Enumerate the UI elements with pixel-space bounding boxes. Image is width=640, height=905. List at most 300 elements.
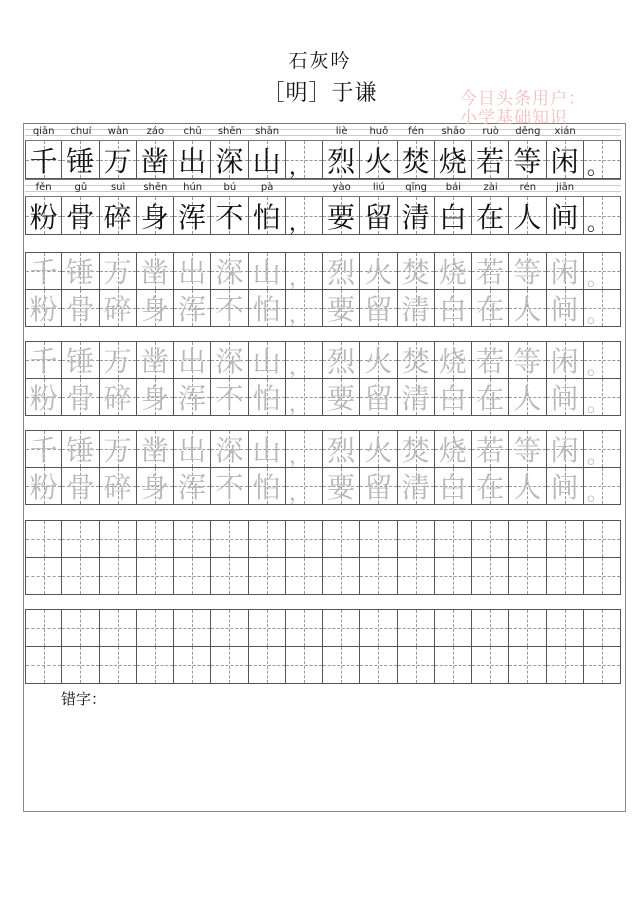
writing-cell[interactable]	[509, 379, 546, 417]
writing-cell[interactable]	[323, 141, 360, 179]
writing-cell[interactable]	[584, 290, 621, 328]
writing-cell[interactable]	[509, 341, 546, 379]
character: 怕	[252, 381, 281, 415]
character: 间	[550, 292, 579, 326]
empty-writing-cell[interactable]	[584, 609, 621, 647]
writing-cell[interactable]	[62, 197, 99, 235]
character: 人	[513, 381, 542, 415]
punctuation: ，	[288, 481, 311, 507]
writing-cell[interactable]	[174, 197, 211, 235]
character: 若	[476, 144, 505, 178]
writing-cell[interactable]	[211, 141, 248, 179]
writing-cell[interactable]	[472, 468, 509, 506]
writing-cell[interactable]	[323, 290, 360, 328]
empty-writing-cell[interactable]	[360, 647, 397, 685]
writing-cell[interactable]	[360, 141, 397, 179]
character: 白	[438, 292, 467, 326]
writing-cell[interactable]	[398, 290, 435, 328]
writing-cell[interactable]	[25, 430, 62, 468]
writing-cell[interactable]	[100, 141, 137, 179]
watermark	[460, 90, 586, 128]
writing-cell[interactable]	[509, 197, 546, 235]
writing-cell[interactable]	[547, 290, 584, 328]
empty-writing-cell[interactable]	[174, 647, 211, 685]
writing-cell[interactable]	[137, 141, 174, 179]
writing-cell[interactable]	[174, 290, 211, 328]
pinyin-label: zài	[483, 182, 498, 193]
writing-cell[interactable]	[211, 430, 248, 468]
writing-cell[interactable]	[286, 290, 323, 328]
writing-cell[interactable]	[249, 252, 286, 290]
pinyin-label: ruò	[482, 126, 499, 137]
writing-cell[interactable]	[25, 468, 62, 506]
writing-cell[interactable]	[323, 341, 360, 379]
writing-cell[interactable]	[360, 197, 397, 235]
empty-writing-cell[interactable]	[547, 520, 584, 558]
character: 火	[364, 433, 393, 467]
character: 等	[513, 144, 542, 178]
empty-writing-cell[interactable]	[472, 558, 509, 596]
character: 千	[29, 144, 58, 178]
writing-cell[interactable]	[100, 430, 137, 468]
writing-cell[interactable]	[398, 141, 435, 179]
empty-writing-cell[interactable]	[62, 647, 99, 685]
character: 等	[513, 255, 542, 289]
pinyin-label: gǔ	[74, 182, 88, 193]
writing-cell[interactable]	[323, 252, 360, 290]
empty-writing-cell[interactable]	[211, 647, 248, 685]
writing-cell[interactable]	[360, 430, 397, 468]
empty-writing-cell[interactable]	[472, 609, 509, 647]
character: 骨	[66, 292, 95, 326]
character: 身	[140, 292, 169, 326]
writing-cell[interactable]	[584, 197, 621, 235]
writing-cell[interactable]	[584, 141, 621, 179]
writing-cell[interactable]	[323, 197, 360, 235]
empty-writing-cell[interactable]	[547, 609, 584, 647]
empty-writing-cell[interactable]	[286, 647, 323, 685]
pinyin-label: shēn	[143, 182, 168, 193]
empty-writing-cell[interactable]	[25, 558, 62, 596]
character: 不	[215, 200, 244, 234]
writing-cell[interactable]	[435, 290, 472, 328]
character: 怕	[252, 292, 281, 326]
writing-cell[interactable]	[286, 141, 323, 179]
character: 要	[327, 381, 356, 415]
empty-writing-cell[interactable]	[323, 647, 360, 685]
character: 火	[364, 144, 393, 178]
writing-cell[interactable]	[435, 197, 472, 235]
pinyin-label: yào	[332, 182, 351, 193]
empty-writing-cell[interactable]	[137, 609, 174, 647]
empty-writing-cell[interactable]	[398, 647, 435, 685]
empty-writing-cell[interactable]	[584, 520, 621, 558]
writing-cell[interactable]	[509, 141, 546, 179]
empty-writing-cell[interactable]	[547, 558, 584, 596]
empty-writing-cell[interactable]	[286, 558, 323, 596]
character: 山	[252, 144, 281, 178]
empty-writing-cell[interactable]	[286, 520, 323, 558]
writing-cell[interactable]	[360, 252, 397, 290]
character: 万	[103, 144, 132, 178]
character: 火	[364, 344, 393, 378]
writing-cell[interactable]	[249, 341, 286, 379]
empty-writing-cell[interactable]	[323, 558, 360, 596]
character: 凿	[140, 344, 169, 378]
writing-cell[interactable]	[286, 430, 323, 468]
writing-cell[interactable]	[360, 468, 397, 506]
writing-cell[interactable]	[174, 252, 211, 290]
character: 若	[476, 433, 505, 467]
writing-cell[interactable]	[435, 430, 472, 468]
writing-cell[interactable]	[398, 430, 435, 468]
character-row	[25, 341, 621, 379]
character: 要	[327, 292, 356, 326]
pinyin-label: wàn	[107, 126, 129, 137]
character: 千	[29, 433, 58, 467]
writing-cell[interactable]	[25, 290, 62, 328]
empty-writing-cell[interactable]	[137, 647, 174, 685]
writing-cell[interactable]	[547, 430, 584, 468]
writing-cell[interactable]	[435, 379, 472, 417]
writing-cell[interactable]	[472, 141, 509, 179]
writing-cell[interactable]	[509, 468, 546, 506]
writing-cell[interactable]	[249, 197, 286, 235]
writing-cell[interactable]	[137, 468, 174, 506]
empty-writing-cell[interactable]	[100, 609, 137, 647]
empty-writing-cell[interactable]	[62, 609, 99, 647]
writing-cell[interactable]	[100, 468, 137, 506]
writing-cell[interactable]	[62, 430, 99, 468]
watermark-line-2: 小学基础知识	[460, 108, 568, 128]
writing-cell[interactable]	[62, 379, 99, 417]
empty-writing-cell[interactable]	[174, 609, 211, 647]
writing-cell[interactable]	[100, 341, 137, 379]
character: 锤	[66, 433, 95, 467]
empty-writing-cell[interactable]	[435, 558, 472, 596]
character: 出	[178, 344, 207, 378]
character: 若	[476, 344, 505, 378]
writing-cell[interactable]	[174, 468, 211, 506]
writing-cell[interactable]	[360, 341, 397, 379]
writing-cell[interactable]	[472, 341, 509, 379]
character: 碎	[103, 381, 132, 415]
trace-section	[25, 430, 621, 505]
empty-writing-cell[interactable]	[25, 520, 62, 558]
character: 闲	[550, 433, 579, 467]
writing-cell[interactable]	[249, 379, 286, 417]
empty-writing-cell[interactable]	[211, 520, 248, 558]
empty-writing-cell[interactable]	[360, 520, 397, 558]
writing-cell[interactable]	[174, 341, 211, 379]
writing-cell[interactable]	[211, 290, 248, 328]
writing-cell[interactable]	[584, 379, 621, 417]
character: 不	[215, 470, 244, 504]
writing-cell[interactable]	[25, 141, 62, 179]
empty-writing-cell[interactable]	[398, 558, 435, 596]
writing-cell[interactable]	[323, 430, 360, 468]
empty-writing-cell[interactable]	[174, 520, 211, 558]
writing-cell[interactable]	[211, 341, 248, 379]
character: 留	[364, 292, 393, 326]
empty-writing-cell[interactable]	[323, 520, 360, 558]
empty-writing-cell[interactable]	[509, 647, 546, 685]
writing-cell[interactable]	[174, 430, 211, 468]
blank-practice-section	[25, 520, 621, 595]
empty-writing-cell[interactable]	[472, 520, 509, 558]
writing-cell[interactable]	[25, 379, 62, 417]
character: 不	[215, 381, 244, 415]
writing-cell[interactable]	[547, 252, 584, 290]
empty-writing-cell[interactable]	[62, 558, 99, 596]
character-row	[25, 609, 621, 647]
writing-cell[interactable]	[435, 468, 472, 506]
empty-writing-cell[interactable]	[249, 647, 286, 685]
character: 间	[550, 200, 579, 234]
writing-cell[interactable]	[547, 341, 584, 379]
empty-writing-cell[interactable]	[323, 609, 360, 647]
pinyin-label: jiān	[556, 182, 575, 193]
writing-cell[interactable]	[584, 341, 621, 379]
character: 山	[252, 344, 281, 378]
writing-cell[interactable]	[25, 341, 62, 379]
character-row	[25, 558, 621, 596]
writing-cell[interactable]	[509, 290, 546, 328]
writing-cell[interactable]	[398, 197, 435, 235]
writing-cell[interactable]	[62, 141, 99, 179]
character: 粉	[29, 292, 58, 326]
writing-cell[interactable]	[472, 290, 509, 328]
character: 烈	[327, 433, 356, 467]
writing-cell[interactable]	[472, 379, 509, 417]
character: 闲	[550, 255, 579, 289]
writing-cell[interactable]	[286, 197, 323, 235]
character: 若	[476, 255, 505, 289]
character: 焚	[401, 344, 430, 378]
pinyin-label: suì	[110, 182, 126, 193]
writing-cell[interactable]	[211, 468, 248, 506]
pinyin-label: qiān	[32, 126, 55, 137]
writing-cell[interactable]	[584, 252, 621, 290]
character: 等	[513, 433, 542, 467]
character: 出	[178, 255, 207, 289]
empty-writing-cell[interactable]	[398, 609, 435, 647]
writing-cell[interactable]	[584, 468, 621, 506]
writing-cell[interactable]	[435, 141, 472, 179]
character: 人	[513, 200, 542, 234]
writing-cell[interactable]	[249, 290, 286, 328]
writing-cell[interactable]	[398, 468, 435, 506]
character: 在	[476, 200, 505, 234]
writing-cell[interactable]	[100, 197, 137, 235]
character: 焚	[401, 144, 430, 178]
empty-writing-cell[interactable]	[472, 647, 509, 685]
character-row	[25, 647, 621, 685]
character-row	[25, 379, 621, 417]
punctuation: 。	[586, 392, 609, 418]
character: 身	[140, 381, 169, 415]
character: 浑	[178, 381, 207, 415]
character: 清	[401, 381, 430, 415]
writing-cell[interactable]	[249, 468, 286, 506]
writing-cell[interactable]	[286, 379, 323, 417]
punctuation: 。	[586, 481, 609, 507]
character: 骨	[66, 470, 95, 504]
empty-writing-cell[interactable]	[249, 520, 286, 558]
writing-cell[interactable]	[286, 252, 323, 290]
empty-writing-cell[interactable]	[584, 558, 621, 596]
writing-cell[interactable]	[62, 252, 99, 290]
character: 山	[252, 433, 281, 467]
punctuation: 。	[586, 211, 609, 236]
character: 浑	[178, 470, 207, 504]
empty-writing-cell[interactable]	[137, 558, 174, 596]
character: 烈	[327, 255, 356, 289]
writing-cell[interactable]	[398, 341, 435, 379]
empty-writing-cell[interactable]	[249, 609, 286, 647]
character: 焚	[401, 433, 430, 467]
pinyin-label	[286, 180, 323, 196]
empty-writing-cell[interactable]	[249, 558, 286, 596]
empty-writing-cell[interactable]	[25, 647, 62, 685]
writing-cell[interactable]	[547, 468, 584, 506]
writing-cell[interactable]	[547, 141, 584, 179]
writing-cell[interactable]	[137, 430, 174, 468]
character: 怕	[252, 200, 281, 234]
writing-cell[interactable]	[398, 379, 435, 417]
pinyin-label: liú	[372, 182, 385, 193]
writing-cell[interactable]	[547, 197, 584, 235]
punctuation: ，	[288, 211, 311, 236]
writing-cell[interactable]	[137, 197, 174, 235]
writing-cell[interactable]	[25, 252, 62, 290]
pinyin-label: xián	[554, 126, 576, 137]
writing-cell[interactable]	[472, 197, 509, 235]
writing-cell[interactable]	[211, 379, 248, 417]
empty-writing-cell[interactable]	[584, 647, 621, 685]
writing-cell[interactable]	[360, 379, 397, 417]
character: 焚	[401, 255, 430, 289]
writing-cell[interactable]	[211, 252, 248, 290]
empty-writing-cell[interactable]	[435, 609, 472, 647]
character: 要	[327, 470, 356, 504]
character: 浑	[178, 200, 207, 234]
empty-writing-cell[interactable]	[211, 558, 248, 596]
empty-writing-cell[interactable]	[100, 520, 137, 558]
writing-cell[interactable]	[323, 468, 360, 506]
mistakes-label: 错字：	[61, 690, 107, 708]
empty-writing-cell[interactable]	[286, 609, 323, 647]
empty-writing-cell[interactable]	[137, 520, 174, 558]
character: 人	[513, 292, 542, 326]
writing-cell[interactable]	[62, 341, 99, 379]
writing-cell[interactable]	[249, 430, 286, 468]
punctuation: ，	[288, 355, 311, 381]
writing-cell[interactable]	[174, 141, 211, 179]
writing-cell[interactable]	[137, 252, 174, 290]
writing-cell[interactable]	[100, 290, 137, 328]
character: 万	[103, 433, 132, 467]
character-row	[25, 252, 621, 290]
empty-writing-cell[interactable]	[174, 558, 211, 596]
pinyin-label: pà	[260, 182, 274, 193]
writing-cell[interactable]	[472, 430, 509, 468]
writing-cell[interactable]	[286, 341, 323, 379]
character: 身	[140, 470, 169, 504]
empty-writing-cell[interactable]	[509, 609, 546, 647]
character: 万	[103, 344, 132, 378]
poem-title: 石灰吟	[288, 50, 352, 72]
writing-cell[interactable]	[584, 430, 621, 468]
character: 烧	[438, 144, 467, 178]
character: 骨	[66, 381, 95, 415]
writing-cell[interactable]	[137, 290, 174, 328]
empty-writing-cell[interactable]	[100, 647, 137, 685]
writing-cell[interactable]	[211, 197, 248, 235]
writing-cell[interactable]	[25, 197, 62, 235]
punctuation: ，	[288, 303, 311, 329]
empty-writing-cell[interactable]	[509, 558, 546, 596]
writing-cell[interactable]	[137, 379, 174, 417]
character: 凿	[140, 144, 169, 178]
writing-cell[interactable]	[286, 468, 323, 506]
writing-cell[interactable]	[547, 379, 584, 417]
character: 骨	[66, 200, 95, 234]
writing-cell[interactable]	[360, 290, 397, 328]
pinyin-label: bái	[445, 182, 461, 193]
writing-cell[interactable]	[398, 252, 435, 290]
empty-writing-cell[interactable]	[211, 609, 248, 647]
empty-writing-cell[interactable]	[435, 647, 472, 685]
pinyin-label: qīng	[405, 182, 428, 193]
character-row	[25, 520, 621, 558]
writing-cell[interactable]	[323, 379, 360, 417]
writing-cell[interactable]	[472, 252, 509, 290]
blank-practice-section	[25, 609, 621, 684]
empty-writing-cell[interactable]	[62, 520, 99, 558]
empty-writing-cell[interactable]	[25, 609, 62, 647]
character: 间	[550, 470, 579, 504]
writing-cell[interactable]	[100, 379, 137, 417]
writing-cell[interactable]	[509, 252, 546, 290]
character: 烈	[327, 144, 356, 178]
empty-writing-cell[interactable]	[509, 520, 546, 558]
empty-writing-cell[interactable]	[435, 520, 472, 558]
writing-cell[interactable]	[100, 252, 137, 290]
character: 身	[140, 200, 169, 234]
punctuation: ，	[288, 266, 311, 292]
writing-cell[interactable]	[435, 341, 472, 379]
writing-cell[interactable]	[509, 430, 546, 468]
empty-writing-cell[interactable]	[100, 558, 137, 596]
writing-cell[interactable]	[62, 290, 99, 328]
character: 清	[401, 200, 430, 234]
trace-section	[25, 341, 621, 416]
writing-cell[interactable]	[174, 379, 211, 417]
writing-cell[interactable]	[137, 341, 174, 379]
empty-writing-cell[interactable]	[547, 647, 584, 685]
writing-cell[interactable]	[62, 468, 99, 506]
pinyin-label	[584, 124, 621, 140]
writing-cell[interactable]	[249, 141, 286, 179]
empty-writing-cell[interactable]	[398, 520, 435, 558]
pinyin-label: chuí	[70, 126, 92, 137]
empty-writing-cell[interactable]	[360, 558, 397, 596]
character: 怕	[252, 470, 281, 504]
writing-cell[interactable]	[435, 252, 472, 290]
empty-writing-cell[interactable]	[360, 609, 397, 647]
character: 留	[364, 470, 393, 504]
